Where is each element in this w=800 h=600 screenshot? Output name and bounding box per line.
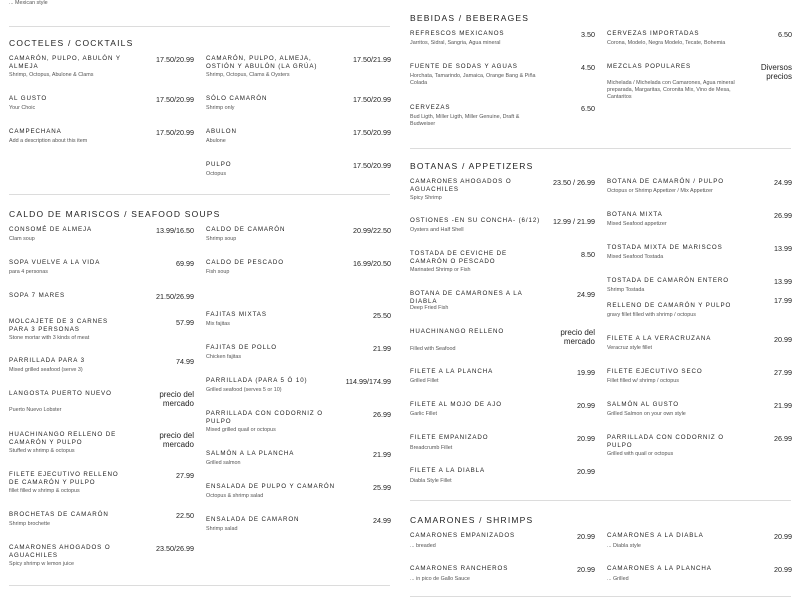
item-description: Octopus & shrimp salad <box>206 493 264 499</box>
item-price: 21.99 <box>373 450 391 459</box>
item-description: Puerto Nuevo Lobster <box>9 407 62 413</box>
item-name: RELLENO DE CAMARÓN Y PULPO <box>607 302 732 309</box>
item-description: Michelada / Michelada con Camarones, Agua mineral preparada, Margaritas, Coronita Mix, Vino de Mesa, Cantaritos <box>607 80 735 101</box>
item-name: BOTANA DE CAMARONES A LA DIABLA <box>410 290 523 305</box>
item-description: Jarritos, Sidral, Sangria, Agua mineral <box>410 40 501 46</box>
item-name: FILETE A LA VERACRUZANA <box>607 335 712 342</box>
item-price: 3.50 <box>581 30 595 39</box>
item-name: CAMARONES AHOGADOS O AGUACHILES <box>9 544 111 559</box>
item-price: 26.99 <box>774 434 792 443</box>
menu-item <box>9 55 194 83</box>
menu-item <box>206 55 391 83</box>
item-price: 20.99 <box>774 335 792 344</box>
menu-item <box>410 178 595 204</box>
item-price: 20.99 <box>577 565 595 574</box>
item-price: 20.99 <box>577 434 595 443</box>
menu-item <box>206 128 391 148</box>
divider <box>9 585 390 586</box>
item-description: Garlic Fillet <box>410 411 437 417</box>
menu-item <box>607 211 792 231</box>
item-price: 22.50 <box>176 511 194 520</box>
menu-item <box>607 30 792 50</box>
item-name: TOSTADA MIXTA DE MARISCOS <box>607 244 723 251</box>
item-description: Veracruz style fillet <box>607 345 652 351</box>
item-price: 23.50 / 26.99 <box>553 178 595 187</box>
item-description: Abulone <box>206 138 226 144</box>
item-description: Shrimp only <box>206 105 235 111</box>
item-description: Stone mortar with 3 kinds of meat <box>9 335 90 341</box>
item-description: ... Grilled <box>607 576 629 582</box>
menu-item <box>9 259 194 279</box>
item-price: 17.50/20.99 <box>353 161 391 170</box>
item-name: MEZCLAS POPULARES <box>607 63 692 70</box>
item-description: Shrimp brochette <box>9 521 51 527</box>
item-name: BROCHETAS DE CAMARÓN <box>9 511 109 518</box>
item-name: CERVEZAS IMPORTADAS <box>607 30 700 37</box>
item-name: CAMPECHANA <box>9 128 62 135</box>
item-name: ABULON <box>206 128 237 135</box>
item-price: 23.50/26.99 <box>156 544 194 553</box>
item-name: SALMÓN AL GUSTO <box>607 401 679 408</box>
section-title-camarones: CAMARONES / SHRIMPS <box>410 515 534 525</box>
item-price: 17.50/21.99 <box>353 55 391 64</box>
item-description: Oysters and Half Shell <box>410 227 464 233</box>
item-name: SOPA VUELVE A LA VIDA <box>9 259 101 266</box>
item-name: REFRESCOS MEXICANOS <box>410 30 505 37</box>
item-description: para 4 personas <box>9 269 48 275</box>
item-price: 69.99 <box>176 259 194 268</box>
item-description: gravy fillet filled with shrimp / octopus <box>607 312 696 318</box>
item-name: CAMARÓN, PULPO, ALMEJA, OSTIÓN Y ABULÓN (LA GRÚA) <box>206 55 318 70</box>
menu-item <box>206 161 391 181</box>
item-name: ENSALADA DE CAMARON <box>206 516 300 523</box>
item-price: 24.99 <box>577 290 595 299</box>
menu-item <box>206 259 391 279</box>
item-description: Shrimp salad <box>206 526 238 532</box>
menu-item <box>410 250 595 276</box>
item-name: BOTANA MIXTA <box>607 211 663 218</box>
item-description: Spicy shrimp w lemon juice <box>9 561 75 567</box>
item-price: 25.50 <box>373 311 391 320</box>
menu-item <box>9 390 194 416</box>
item-description: Corona, Modelo, Negra Modelo, Tecate, Bohemia <box>607 40 726 46</box>
menu-item <box>607 63 792 107</box>
menu-item <box>410 368 595 388</box>
item-name: CAMARONES EMPANIZADOS <box>410 532 516 539</box>
menu-item <box>607 178 792 198</box>
item-price: 21.99 <box>774 401 792 410</box>
item-name: BOTANA DE CAMARÓN / PULPO <box>607 178 724 185</box>
menu-item <box>410 30 595 50</box>
menu-item <box>410 565 595 585</box>
item-name: FILETE EJECUTIVO SECO <box>607 368 703 375</box>
item-description: Shrimp Tostada <box>607 287 645 293</box>
item-name: CONSOMÉ DE ALMEJA <box>9 226 93 233</box>
item-price: 4.50 <box>581 63 595 72</box>
item-name: FUENTE DE SODAS Y AGUAS <box>410 63 518 70</box>
item-name: CAMARONES A LA PLANCHA <box>607 565 712 572</box>
item-name: CAMARONES AHOGADOS O AGUACHILES <box>410 178 512 193</box>
item-description: ... in pico de Gallo Sauce <box>410 576 470 582</box>
item-description: Grilled Fillet <box>410 378 439 384</box>
item-price: 24.99 <box>373 516 391 525</box>
item-description: Add a description about this item <box>9 138 88 144</box>
item-description: Shrimp soup <box>206 236 237 242</box>
item-description: Diabla Style Fillet <box>410 478 452 484</box>
menu-item <box>410 434 595 454</box>
item-description: Mixed grilled quail or octopus <box>206 427 276 433</box>
divider <box>410 148 791 149</box>
item-name: HUACHINANGO RELLENO DE CAMARÓN Y PULPO <box>9 431 117 446</box>
menu-item <box>9 471 194 497</box>
item-description: Filled with Seafood <box>410 346 456 352</box>
item-name: CAMARONES A LA DIABLA <box>607 532 704 539</box>
menu-item <box>9 544 194 570</box>
item-price: 6.50 <box>778 30 792 39</box>
item-description: Grilled seafood (serves 5 or 10) <box>206 387 282 393</box>
item-price: 114.99/174.99 <box>345 377 391 386</box>
fragment-desc: ... Mexican style <box>9 0 48 6</box>
item-name: TOSTADA DE CAMARÓN ENTERO <box>607 277 729 284</box>
section-title-bebidas: BEBIDAS / BEBERAGES <box>410 13 530 23</box>
item-description: Stuffed w shrimp & octopus <box>9 448 75 454</box>
item-description: Chicken fajitas <box>206 354 242 360</box>
divider <box>410 500 791 501</box>
menu-item <box>607 565 792 585</box>
item-price: 19.99 <box>577 368 595 377</box>
item-price: 21.50/26.99 <box>156 292 194 301</box>
item-description: Spicy Shrimp <box>410 195 442 201</box>
item-description: Clam soup <box>9 236 35 242</box>
menu-item <box>607 296 792 322</box>
menu-item <box>410 467 595 487</box>
item-description: Shrimp, Octopus, Clams & Oysters <box>206 72 290 78</box>
item-description: ... Diabla style <box>607 543 641 549</box>
item-price: precio del mercado <box>159 390 194 408</box>
menu-item <box>410 401 595 421</box>
divider <box>9 26 390 27</box>
menu-item <box>9 318 194 346</box>
item-price: precio del mercado <box>159 431 194 449</box>
item-description: Mixed Seafood appetizer <box>607 221 667 227</box>
item-price: 17.50/20.99 <box>156 128 194 137</box>
item-name: PARRILLADA (PARA 5 Ó 10) <box>206 377 308 384</box>
menu-item <box>607 368 792 388</box>
item-price: 26.99 <box>373 410 391 419</box>
menu-item <box>9 431 194 457</box>
menu-item <box>9 292 194 304</box>
item-price: 13.99 <box>774 244 792 253</box>
item-name: CALDO DE PESCADO <box>206 259 285 266</box>
item-price: 17.50/20.99 <box>353 128 391 137</box>
item-price: 25.99 <box>373 483 391 492</box>
item-price: 16.99/20.50 <box>353 259 391 268</box>
item-description: Horchata, Tamarindo, Jamaica, Orange Bang & Piña Colada <box>410 73 536 87</box>
item-name: FILETE A LA PLANCHA <box>410 368 494 375</box>
menu-item <box>410 532 595 552</box>
item-description: Marinated Shrimp or Fish <box>410 267 471 273</box>
item-description: Deep Fried Fish <box>410 305 449 311</box>
item-price: 13.99/16.50 <box>156 226 194 235</box>
item-name: SÓLO CAMARÓN <box>206 95 268 102</box>
menu-item <box>9 511 194 531</box>
menu-item <box>206 95 391 115</box>
item-description: Your Choic <box>9 105 36 111</box>
item-description: Grilled Salmon on your own style <box>607 411 686 417</box>
menu-item <box>206 483 391 503</box>
item-name: LANGOSTA PUERTO NUEVO <box>9 390 112 397</box>
item-price: 12.99 / 21.99 <box>553 217 595 226</box>
item-description: Mixed grilled seafood (serve 3) <box>9 367 83 373</box>
menu-item <box>607 335 792 355</box>
menu-item <box>410 217 595 237</box>
item-price: 27.99 <box>774 368 792 377</box>
item-price: Diversos precios <box>760 63 792 81</box>
item-name: FAJITAS MIXTAS <box>206 311 267 318</box>
item-description: Grilled salmon <box>206 460 241 466</box>
menu-item <box>410 104 595 132</box>
item-name: TOSTADA DE CEVICHE DE CAMARÓN O PESCADO <box>410 250 508 265</box>
item-price: 17.50/20.99 <box>156 95 194 104</box>
item-name: PARRILLADA CON CODORNIZ O PULPO <box>206 410 323 425</box>
item-name: SOPA 7 MARES <box>9 292 66 299</box>
item-price: 6.50 <box>581 104 595 113</box>
item-price: precio del mercado <box>560 328 595 346</box>
item-price: 26.99 <box>774 211 792 220</box>
item-price: 20.99 <box>577 532 595 541</box>
item-description: Octopus <box>206 171 227 177</box>
item-name: FAJITAS DE POLLO <box>206 344 278 351</box>
item-description: ... breaded <box>410 543 436 549</box>
menu-item <box>206 450 391 470</box>
item-description: Breadcrumb Fillet <box>410 445 453 451</box>
item-description: fillet filled w shrimp & octopus <box>9 488 80 494</box>
item-description: Fillet filled w/ shrimp / octopus <box>607 378 679 384</box>
section-title-cocteles: COCTELES / COCKTAILS <box>9 38 134 48</box>
menu-item <box>607 434 792 460</box>
item-name: FILETE A LA DIABLA <box>410 467 486 474</box>
item-price: 20.99 <box>577 401 595 410</box>
menu-item <box>206 226 391 246</box>
menu-item <box>206 377 391 397</box>
item-price: 24.99 <box>774 178 792 187</box>
item-price: 20.99/22.50 <box>353 226 391 235</box>
item-price: 27.99 <box>176 471 194 480</box>
item-name: FILETE AL MOJO DE AJO <box>410 401 502 408</box>
item-name: HUACHINANGO RELLENO <box>410 328 505 335</box>
menu-item <box>9 128 194 148</box>
item-name: PARRILLADA CON CODORNIZ O PULPO <box>607 434 724 449</box>
divider <box>9 194 390 195</box>
item-description: Grilled with quail or octopus <box>607 451 674 457</box>
menu-item <box>206 311 391 331</box>
item-name: PULPO <box>206 161 232 168</box>
item-description: Shrimp, Octopus, Abulone & Clams <box>9 72 94 78</box>
item-description: Mixed Seafood Tostada <box>607 254 664 260</box>
item-name: FILETE EMPANIZADO <box>410 434 489 441</box>
item-price: 13.99 <box>774 277 792 286</box>
item-name: SALMÓN A LA PLANCHA <box>206 450 295 457</box>
item-description: Fish soup <box>206 269 230 275</box>
menu-item <box>607 244 792 264</box>
item-description: Octopus or Shrimp Appetizer / Mix Appetizer <box>607 188 713 194</box>
item-description: Bud Ligth, Miller Ligth, Miller Genuine, Draft & Budweiser <box>410 114 520 128</box>
item-price: 17.50/20.99 <box>353 95 391 104</box>
menu-item <box>206 516 391 536</box>
menu-item <box>206 344 391 364</box>
section-title-caldo: CALDO DE MARISCOS / SEAFOOD SOUPS <box>9 209 221 219</box>
item-name: MOLCAJETE DE 3 CARNES PARA 3 PERSONAS <box>9 318 109 333</box>
menu-item <box>9 357 194 377</box>
menu-item <box>9 226 194 246</box>
menu-item <box>410 328 595 354</box>
menu-item <box>607 532 792 552</box>
item-name: CALDO DE CAMARÓN <box>206 226 286 233</box>
item-name: FILETE EJECUTIVO RELLENO DE CAMARÓN Y PULPO <box>9 471 119 486</box>
item-price: 21.99 <box>373 344 391 353</box>
item-price: 20.99 <box>577 467 595 476</box>
divider <box>410 596 791 597</box>
item-price: 20.99 <box>774 532 792 541</box>
menu-item <box>410 290 595 312</box>
item-price: 8.50 <box>581 250 595 259</box>
menu-item <box>410 63 595 91</box>
item-name: AL GUSTO <box>9 95 48 102</box>
item-name: OSTIONES -EN SU CONCHA- (6/12) <box>410 217 541 224</box>
item-name: ENSALADA DE PULPO Y CAMARÓN <box>206 483 335 490</box>
item-name: CERVEZAS <box>410 104 451 111</box>
item-price: 74.99 <box>176 357 194 366</box>
menu-item <box>206 410 391 436</box>
item-name: PARRILLADA PARA 3 <box>9 357 85 364</box>
item-price: 20.99 <box>774 565 792 574</box>
item-description: Mix fajitas <box>206 321 230 327</box>
item-price: 57.99 <box>176 318 194 327</box>
section-title-botanas: BOTANAS / APPETIZERS <box>410 161 534 171</box>
item-name: CAMARONES RANCHEROS <box>410 565 509 572</box>
menu-item <box>607 277 792 297</box>
menu-item <box>9 95 194 115</box>
menu-item <box>607 401 792 421</box>
item-price: 17.50/20.99 <box>156 55 194 64</box>
item-name: CAMARÓN, PULPO, ABULÓN Y ALMEJA <box>9 55 121 70</box>
item-price: 17.99 <box>774 296 792 305</box>
